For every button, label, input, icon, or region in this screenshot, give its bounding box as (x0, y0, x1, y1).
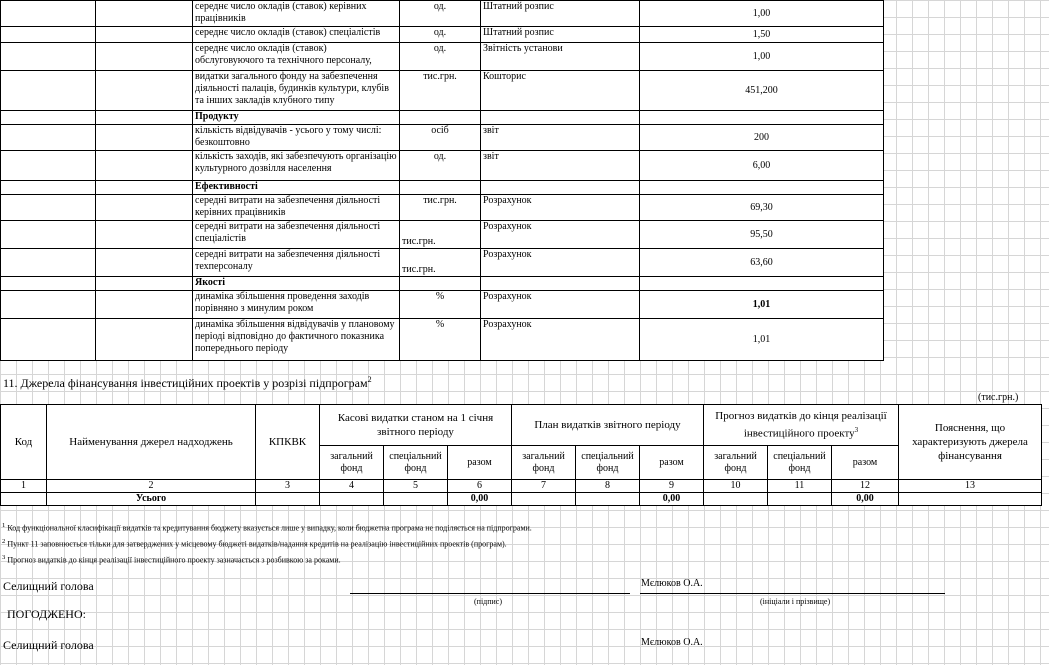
indicator-source: Розрахунок (481, 221, 640, 249)
row-blank (1, 43, 96, 71)
footnote-1: $^1$ Код функціональної класифікації видатків та кредитування бюджету вказується лише у випадку, коли бюджетна програма не поділяється на підпрограми. (2, 522, 532, 533)
col-plan-header: План видатків звітного періоду (512, 405, 704, 446)
row-blank (96, 71, 193, 111)
footnote-2: $^2$ Пункт 11 заповнюється тільки для затверджених у місцевому бюджеті видатків/надання кредитів на реалізацію інвестиційних проектів (програм). (2, 538, 507, 549)
fund-special-header: спеціальний фонд (768, 446, 832, 480)
col-number: 13 (899, 480, 1042, 493)
col-cash-header: Касові видатки станом на 1 січня звітного періоду (320, 405, 512, 446)
fund-total-header: разом (448, 446, 512, 480)
indicator-unit: од. (400, 27, 481, 43)
row-blank (96, 221, 193, 249)
total-label: Усього (47, 493, 256, 506)
indicator-source: звіт (481, 125, 640, 151)
row-blank (1, 291, 96, 319)
fund-general-header: загальний фонд (512, 446, 576, 480)
row-blank (96, 43, 193, 71)
indicator-source: Розрахунок (481, 291, 640, 319)
indicator-unit: осіб (400, 125, 481, 151)
table-row (1, 249, 884, 277)
indicator-unit: тис.грн. (400, 71, 481, 111)
col-number: 1 (1, 480, 47, 493)
head-label-2: Селищний голова (3, 638, 94, 652)
indicator-source: Штатний розпис (481, 1, 640, 27)
indicator-name: середнє число окладів (ставок) керівних працівників (193, 1, 400, 27)
indicator-value: 200 (640, 125, 884, 151)
table-row (1, 43, 884, 71)
col-number: 12 (832, 480, 899, 493)
fund-general-header: загальний фонд (320, 446, 384, 480)
row-blank (1, 181, 96, 195)
table-row (1, 125, 884, 151)
col-number: 7 (512, 480, 576, 493)
row-blank (1, 195, 96, 221)
indicator-value: 1,50 (640, 27, 884, 43)
indicator-unit: тис.грн. (400, 195, 481, 221)
row-blank (96, 1, 193, 27)
indicator-name: середні витрати на забезпечення діяльності техперсоналу (193, 249, 400, 277)
section-label: Ефективності (193, 181, 400, 195)
indicator-value: 95,50 (640, 221, 884, 249)
initials-caption: (ініціали і прізвище) (760, 597, 831, 606)
financing-table (0, 404, 1042, 506)
indicator-source: Розрахунок (481, 319, 640, 361)
row-blank (1, 125, 96, 151)
row-blank (96, 27, 193, 43)
indicator-value: 1,00 (640, 1, 884, 27)
table-row (1, 27, 884, 43)
indicator-unit: од. (400, 1, 481, 27)
indicator-value: 1,01 (640, 291, 884, 319)
row-blank (96, 195, 193, 221)
col-kpkvk-header: КПКВК (256, 405, 320, 480)
col-number: 11 (768, 480, 832, 493)
indicator-value: 1,01 (640, 319, 884, 361)
indicator-value: 451,200 (640, 71, 884, 111)
table-row (1, 221, 884, 249)
indicator-unit: % (400, 291, 481, 319)
row-blank (1, 111, 96, 125)
fund-special-header: спеціальний фонд (384, 446, 448, 480)
head-name: Мєлюков О.А. (641, 578, 703, 589)
fund-total-header: разом (832, 446, 899, 480)
indicator-source: звіт (481, 151, 640, 181)
col-number: 4 (320, 480, 384, 493)
fund-special-header: спеціальний фонд (576, 446, 640, 480)
signature-line (350, 593, 630, 594)
indicator-name: середні витрати на забезпечення діяльності керівних працівників (193, 195, 400, 221)
indicator-source: Кошторис (481, 71, 640, 111)
col-number: 10 (704, 480, 768, 493)
total-code (1, 493, 47, 506)
row-blank (1, 27, 96, 43)
row-blank (1, 221, 96, 249)
head-name-2: Мєлюков О.А. (641, 637, 703, 648)
indicator-name: кількість заходів, які забезпечують організацію культурного дозвілля населення (193, 151, 400, 181)
row-blank (96, 151, 193, 181)
row-blank (96, 181, 193, 195)
indicator-name: динаміка збільшення проведення заходів порівняно з минулим роком (193, 291, 400, 319)
indicator-value: 63,60 (640, 249, 884, 277)
table-row (1, 1, 884, 27)
indicator-unit: тис.грн. (400, 221, 481, 249)
row-blank (96, 125, 193, 151)
row-blank (96, 319, 193, 361)
fund-general-header: загальний фонд (704, 446, 768, 480)
unit-note: (тис.грн.) (978, 392, 1019, 403)
indicators-table (0, 0, 884, 361)
row-blank (1, 1, 96, 27)
indicator-source: Штатний розпис (481, 27, 640, 43)
agreed-label: ПОГОДЖЕНО: (7, 607, 86, 621)
indicator-name: середнє число окладів (ставок) спеціалістів (193, 27, 400, 43)
indicator-source: Звітність установи (481, 43, 640, 71)
indicator-value: 6,00 (640, 151, 884, 181)
row-blank (1, 277, 96, 291)
sign-caption: (підпис) (474, 597, 503, 606)
col-number: 3 (256, 480, 320, 493)
initials-line (640, 593, 945, 594)
col-name-header: Найменування джерел надходжень (47, 405, 256, 480)
indicator-unit: % (400, 319, 481, 361)
footnote-3: $^3$ Прогноз видатків до кінця реалізації інвестиційного проекту зазначається з розбивкою за роками. (2, 554, 341, 565)
row-blank (96, 291, 193, 319)
fund-total-header: разом (640, 446, 704, 480)
col-number: 8 (576, 480, 640, 493)
row-blank (96, 111, 193, 125)
section-label: Продукту (193, 111, 400, 125)
indicator-source: Розрахунок (481, 249, 640, 277)
col-number: 6 (448, 480, 512, 493)
row-blank (1, 71, 96, 111)
indicator-source: Розрахунок (481, 195, 640, 221)
indicator-value: 69,30 (640, 195, 884, 221)
row-blank (1, 249, 96, 277)
table-row (1, 71, 884, 111)
indicator-name: середнє число окладів (ставок) обслуговуючого та технічного персоналу, (193, 43, 400, 71)
indicator-unit: од. (400, 43, 481, 71)
head-label: Селищний голова (3, 579, 94, 593)
row-blank (1, 151, 96, 181)
row-blank (96, 277, 193, 291)
total-plan: 0,00 (640, 493, 704, 506)
total-cash: 0,00 (448, 493, 512, 506)
section-11-title: 11. Джерела фінансування інвестиційних проектів у розрізі підпрограм$^2$ (3, 375, 372, 390)
row-blank (1, 319, 96, 361)
row-blank (96, 249, 193, 277)
table-row (1, 319, 884, 361)
table-row (1, 195, 884, 221)
col-number: 2 (47, 480, 256, 493)
col-number: 9 (640, 480, 704, 493)
indicator-value: 1,00 (640, 43, 884, 71)
indicator-name: середні витрати на забезпечення діяльності спеціалістів (193, 221, 400, 249)
indicator-name: видатки загального фонду на забезпечення діяльності палаців, будинків культури, клубів та інших закладів клубного типу (193, 71, 400, 111)
section-label: Якості (193, 277, 400, 291)
total-forecast: 0,00 (832, 493, 899, 506)
table-row (1, 291, 884, 319)
indicator-unit: од. (400, 151, 481, 181)
col-explain-header: Пояснення, що характеризують джерела фінансування (899, 405, 1042, 480)
col-number: 5 (384, 480, 448, 493)
indicator-name: кількість відвідувачів - усього у тому числі: безкоштовно (193, 125, 400, 151)
indicator-unit: тис.грн. (400, 249, 481, 277)
indicator-name: динаміка збільшення відвідувачів у плановому періоді відповідно до фактичного показника попереднього періоду (193, 319, 400, 361)
col-code-header: Код (1, 405, 47, 480)
table-row (1, 151, 884, 181)
col-forecast-header: Прогноз видатків до кінця реалізації інвестиційного проекту$^3$ (704, 405, 899, 446)
